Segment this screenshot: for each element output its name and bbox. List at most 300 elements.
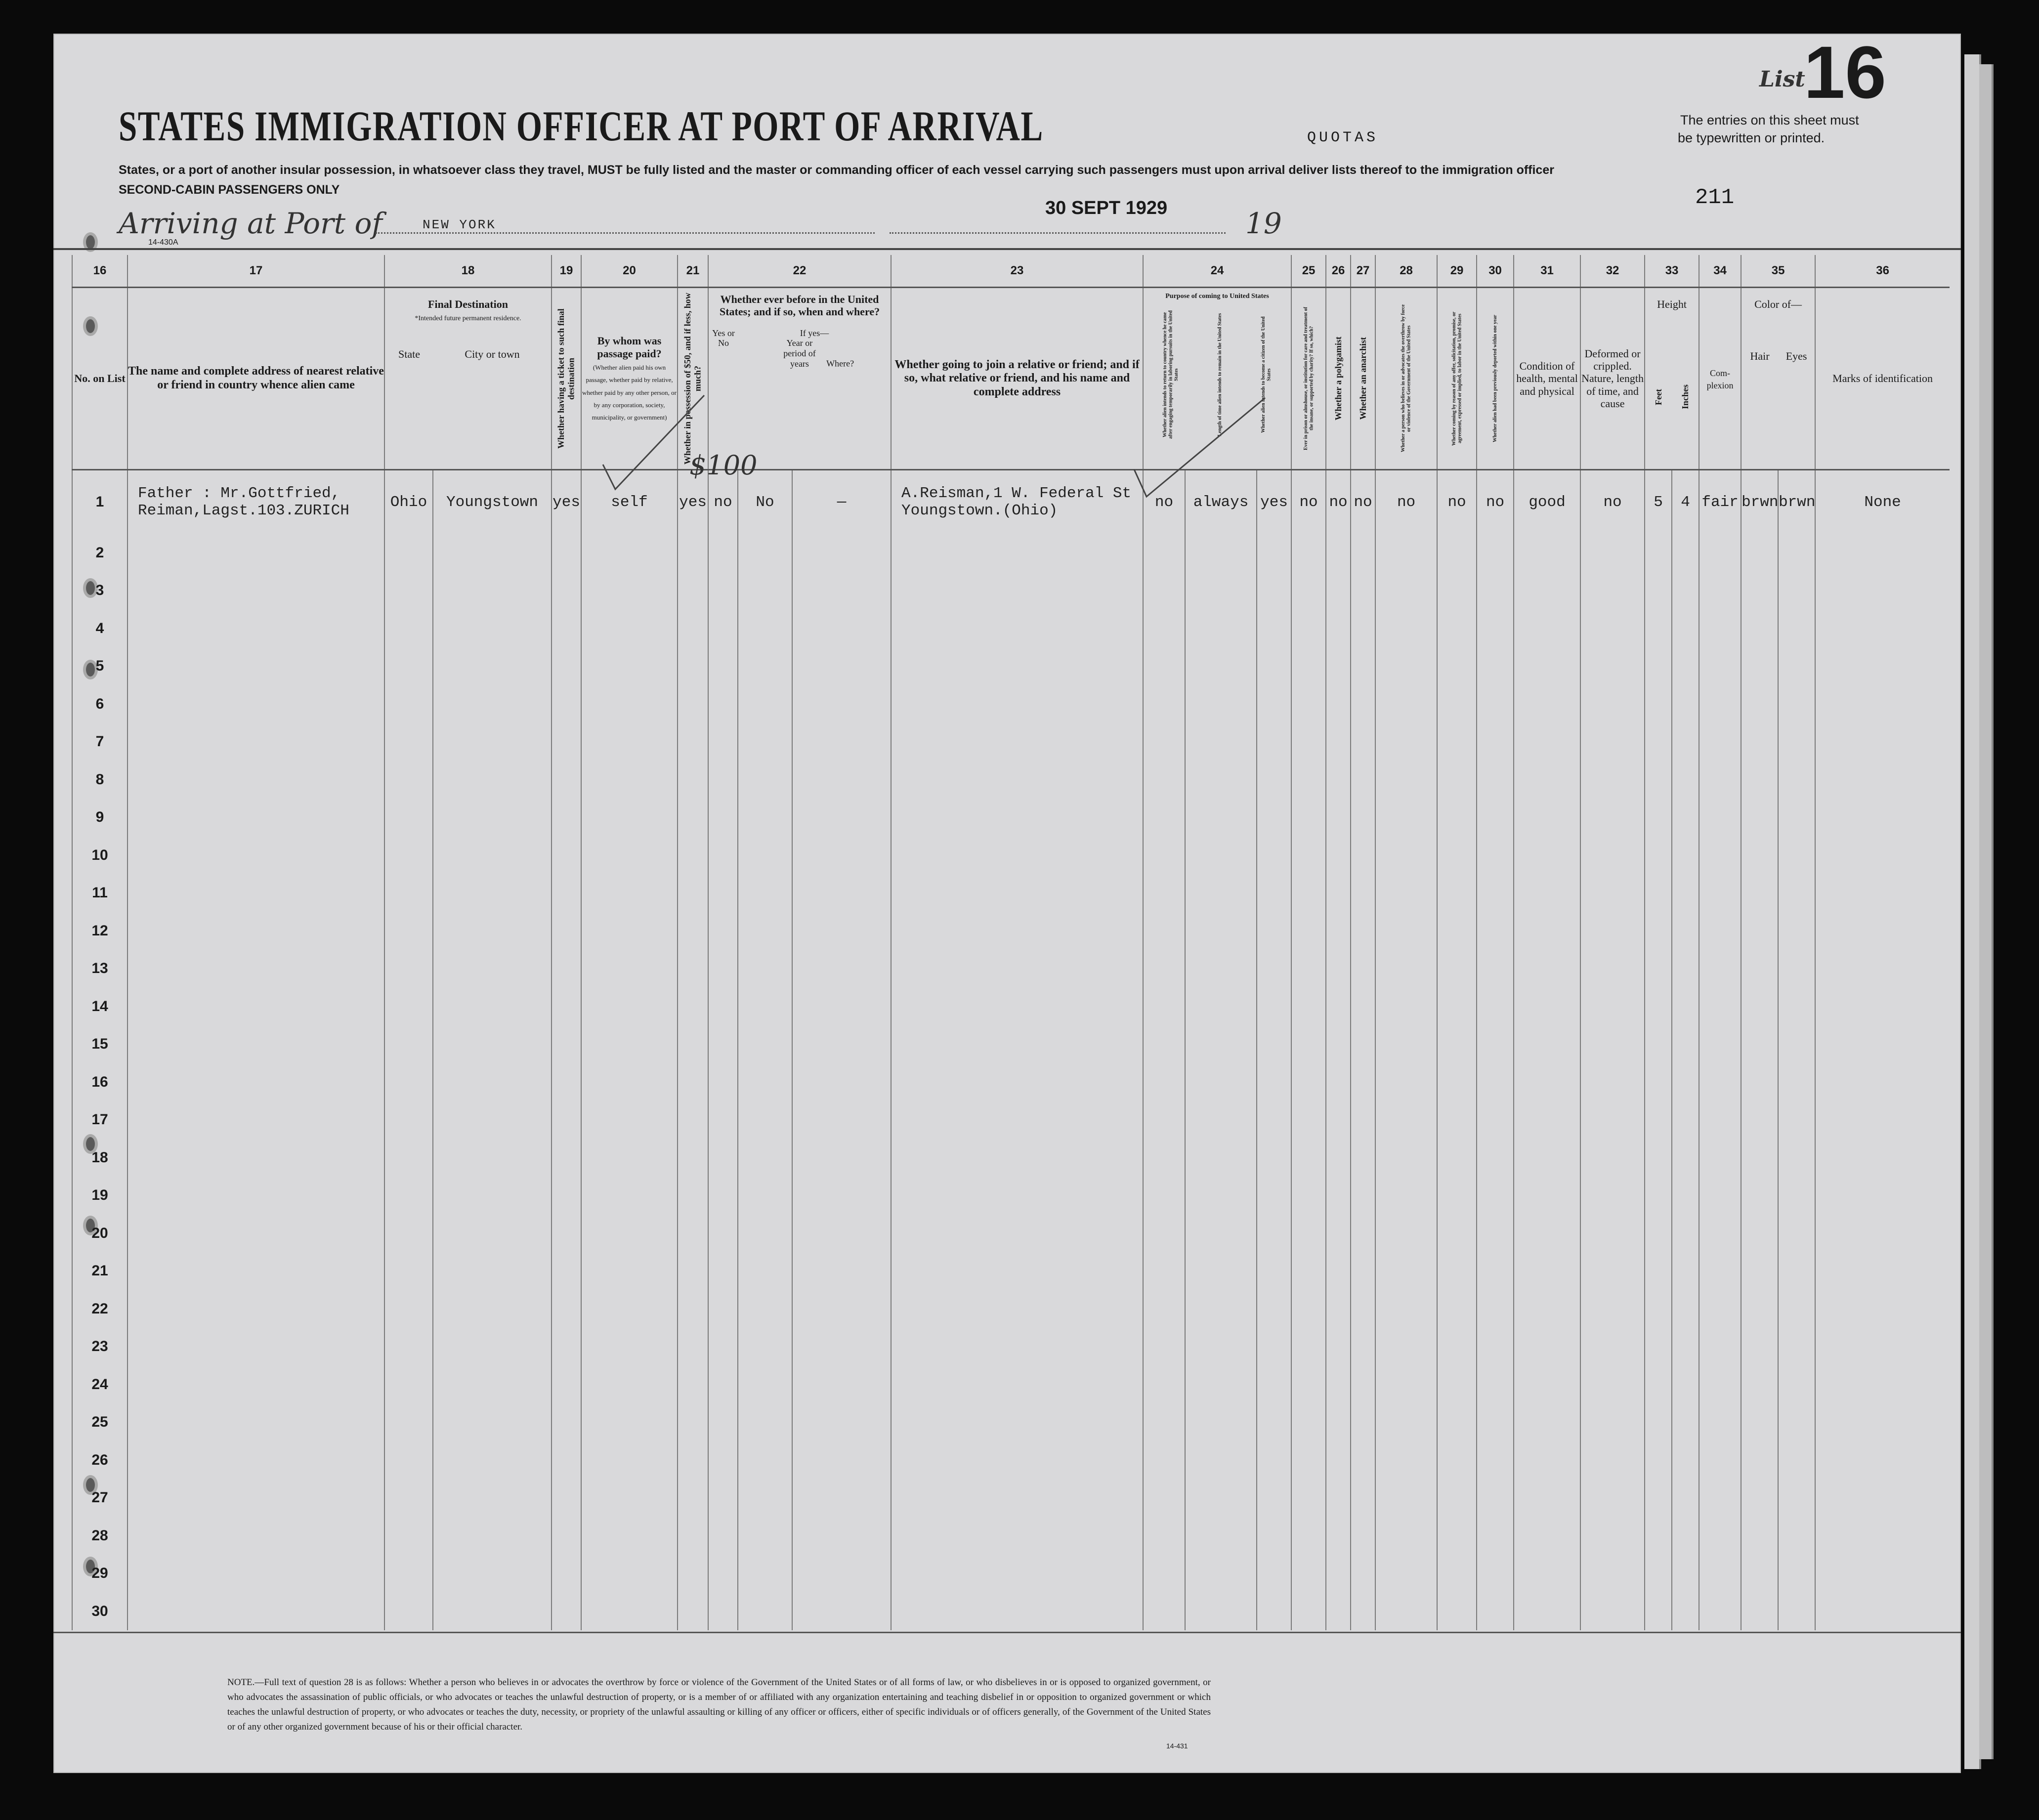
cell-marks — [1815, 647, 1950, 685]
manifest-rows — [72, 470, 1950, 1631]
instruction-text: States, or a port of another insular possession, in whatsoever class they travel, MUST be fully listed and the master or commanding officer of each vessel carrying such passengers must upon arrival deliver lists thereof to the immigration officer — [119, 163, 1554, 177]
cell-length — [1185, 837, 1257, 875]
cell-state — [384, 1593, 433, 1631]
cell-health — [1514, 1215, 1580, 1253]
cell-money — [678, 1177, 708, 1215]
cell-city — [433, 799, 552, 837]
cell-money — [678, 1139, 708, 1177]
row-number: 26 — [72, 1441, 127, 1480]
cell-paid-by — [581, 1517, 678, 1555]
cell-return — [1143, 912, 1185, 950]
cell-citizen — [1257, 1366, 1291, 1404]
cell-ticket — [552, 1479, 581, 1517]
cell-inches — [1672, 1177, 1699, 1215]
cell-join — [891, 610, 1143, 648]
cell-overthrow — [1375, 874, 1437, 912]
cell-anarchist — [1351, 912, 1375, 950]
cell-state — [384, 1252, 433, 1290]
colnum-30: 30 — [1477, 255, 1514, 288]
cell-period — [738, 837, 792, 875]
cell-health — [1514, 685, 1580, 723]
cell-deformed — [1580, 610, 1645, 648]
cell-deformed — [1580, 723, 1645, 761]
cell-citizen — [1257, 988, 1291, 1026]
row-number: 14 — [72, 988, 127, 1026]
cell-hair — [1741, 647, 1778, 685]
cell-citizen — [1257, 1025, 1291, 1063]
cell-paid-by — [581, 874, 678, 912]
cell-return — [1143, 572, 1185, 610]
cell-before-us — [708, 874, 738, 912]
cell-feet — [1645, 1593, 1672, 1631]
cell-prison — [1291, 761, 1326, 799]
cell-join — [891, 1593, 1143, 1631]
cell-ticket — [552, 988, 581, 1026]
cell-offer — [1437, 610, 1477, 648]
cell-eyes — [1778, 1517, 1815, 1555]
cell-eyes — [1778, 1593, 1815, 1631]
cell-before-us — [708, 1215, 738, 1253]
table-row — [72, 685, 1950, 723]
cell-paid-by — [581, 1177, 678, 1215]
cell-polygamist — [1326, 1139, 1351, 1177]
cell-ticket — [552, 1403, 581, 1441]
cell-period — [738, 1593, 792, 1631]
cell-return — [1143, 1555, 1185, 1593]
cell-length — [1185, 1101, 1257, 1139]
cell-hair — [1741, 1290, 1778, 1328]
cell-overthrow — [1375, 988, 1437, 1026]
cell-deformed — [1580, 1139, 1645, 1177]
cell-where — [792, 912, 891, 950]
cell-anarchist — [1351, 1139, 1375, 1177]
cell-before-us — [708, 1593, 738, 1631]
cell-anarchist — [1351, 1479, 1375, 1517]
cell-eyes — [1778, 1063, 1815, 1101]
cell-city — [433, 572, 552, 610]
cell-inches — [1672, 685, 1699, 723]
cell-offer — [1437, 761, 1477, 799]
cell-inches — [1672, 1479, 1699, 1517]
cell-health — [1514, 1479, 1580, 1517]
cell-deported — [1477, 647, 1514, 685]
cell-feet — [1645, 950, 1672, 988]
cell-before-us — [708, 1441, 738, 1480]
cell-city — [433, 1101, 552, 1139]
cell-hair — [1741, 837, 1778, 875]
cell-hair — [1741, 761, 1778, 799]
cell-city — [433, 685, 552, 723]
cell-prison — [1291, 912, 1326, 950]
cell-complexion — [1699, 837, 1741, 875]
cell-prison — [1291, 799, 1326, 837]
cell-prison — [1291, 1403, 1326, 1441]
colnum-22: 22 — [708, 255, 891, 288]
colnum-26: 26 — [1326, 255, 1351, 288]
cell-hair — [1741, 1215, 1778, 1253]
cell-deformed — [1580, 1025, 1645, 1063]
cell-relative — [127, 1328, 384, 1366]
cell-complexion — [1699, 1593, 1741, 1631]
cell-period — [738, 1101, 792, 1139]
cell-eyes — [1778, 647, 1815, 685]
cell-state — [384, 1328, 433, 1366]
cell-hair — [1741, 1366, 1778, 1404]
cell-prison — [1291, 1593, 1326, 1631]
row-number: 24 — [72, 1366, 127, 1404]
cell-deformed — [1580, 1593, 1645, 1631]
cell-prison — [1291, 1366, 1326, 1404]
cell-period — [738, 610, 792, 648]
cell-prison — [1291, 1441, 1326, 1480]
cell-complexion — [1699, 799, 1741, 837]
cell-deformed — [1580, 685, 1645, 723]
cell-return — [1143, 988, 1185, 1026]
cell-where — [792, 1215, 891, 1253]
cell-feet — [1645, 1177, 1672, 1215]
cell-polygamist — [1326, 685, 1351, 723]
cell-return — [1143, 1366, 1185, 1404]
cell-feet — [1645, 610, 1672, 648]
cell-deformed-text: no — [1603, 493, 1622, 511]
header-yes-or-no: Yes or No — [712, 328, 735, 348]
cell-prison-text: no — [1299, 493, 1318, 511]
header-labor-offer: Whether coming by reason of any offer, solicitation, promise, or agreement, expressed or implied, to labor in the United States — [1437, 288, 1477, 470]
cell-citizen — [1257, 799, 1291, 837]
cell-offer — [1437, 1101, 1477, 1139]
cell-deformed — [1580, 572, 1645, 610]
cell-ticket — [552, 1063, 581, 1101]
quotas-label: QUOTAS — [1307, 129, 1379, 146]
cell-relative — [127, 685, 384, 723]
cell-state — [384, 610, 433, 648]
cell-overthrow — [1375, 1517, 1437, 1555]
cell-anarchist — [1351, 1215, 1375, 1253]
header-polygamist: Whether a polygamist — [1326, 288, 1351, 470]
cell-ticket — [552, 874, 581, 912]
cell-health — [1514, 912, 1580, 950]
cell-ticket — [552, 1252, 581, 1290]
cell-period — [738, 1479, 792, 1517]
cell-deformed — [1580, 470, 1645, 534]
cell-return — [1143, 1479, 1185, 1517]
cell-marks — [1815, 1290, 1950, 1328]
cell-ticket — [552, 1441, 581, 1480]
cell-complexion — [1699, 912, 1741, 950]
cell-before-us — [708, 837, 738, 875]
cell-relative — [127, 1215, 384, 1253]
cell-deported — [1477, 723, 1514, 761]
cell-polygamist — [1326, 988, 1351, 1026]
cell-length — [1185, 1593, 1257, 1631]
cell-health — [1514, 572, 1580, 610]
cell-deformed — [1580, 1215, 1645, 1253]
cell-eyes — [1778, 874, 1815, 912]
cell-paid-by — [581, 534, 678, 572]
date-stamp: 30 SEPT 1929 — [1045, 198, 1168, 218]
cell-ticket — [552, 799, 581, 837]
cell-deported — [1477, 1139, 1514, 1177]
cell-ticket — [552, 1025, 581, 1063]
cell-deformed — [1580, 1366, 1645, 1404]
cell-state — [384, 1403, 433, 1441]
cell-length — [1185, 1290, 1257, 1328]
colnum-18: 18 — [384, 255, 552, 288]
cell-deported — [1477, 1366, 1514, 1404]
cell-paid-by — [581, 1252, 678, 1290]
cell-polygamist — [1326, 1177, 1351, 1215]
cell-inches — [1672, 723, 1699, 761]
cell-join — [891, 1479, 1143, 1517]
cell-deformed — [1580, 1290, 1645, 1328]
cell-inches — [1672, 647, 1699, 685]
cell-deported-text: no — [1486, 493, 1505, 511]
cell-inches — [1672, 912, 1699, 950]
cell-eyes — [1778, 912, 1815, 950]
cell-money — [678, 610, 708, 648]
cell-offer — [1437, 1290, 1477, 1328]
cell-state — [384, 1063, 433, 1101]
cell-paid-by — [581, 572, 678, 610]
header-no-on-list: No. on List — [72, 288, 127, 470]
cell-marks — [1815, 1063, 1950, 1101]
cell-hair — [1741, 799, 1778, 837]
cell-inches — [1672, 534, 1699, 572]
cell-period — [738, 874, 792, 912]
cell-offer — [1437, 1441, 1477, 1480]
cell-ticket — [552, 685, 581, 723]
cell-length — [1185, 1139, 1257, 1177]
colnum-21: 21 — [678, 255, 708, 288]
cell-paid-by — [581, 1290, 678, 1328]
colnum-31: 31 — [1514, 255, 1580, 288]
table-row — [72, 1101, 1950, 1139]
colnum-20: 20 — [581, 255, 678, 288]
cell-complexion — [1699, 647, 1741, 685]
cell-deformed — [1580, 950, 1645, 988]
cell-length — [1185, 1555, 1257, 1593]
table-row — [72, 950, 1950, 988]
cell-deformed — [1580, 1328, 1645, 1366]
cell-city — [433, 1366, 552, 1404]
cell-where — [792, 1517, 891, 1555]
cell-join — [891, 1555, 1143, 1593]
cell-relative — [127, 1252, 384, 1290]
cell-inches — [1672, 874, 1699, 912]
table-row — [72, 572, 1950, 610]
cabin-class: SECOND-CABIN PASSENGERS ONLY — [119, 183, 340, 197]
cell-citizen — [1257, 1252, 1291, 1290]
cell-return — [1143, 685, 1185, 723]
cell-feet — [1645, 874, 1672, 912]
cell-length — [1185, 723, 1257, 761]
cell-marks — [1815, 1177, 1950, 1215]
cell-length — [1185, 1025, 1257, 1063]
cell-complexion — [1699, 1403, 1741, 1441]
cell-deported — [1477, 610, 1514, 648]
cell-deformed — [1580, 761, 1645, 799]
cell-join — [891, 837, 1143, 875]
cell-health — [1514, 988, 1580, 1026]
cell-state — [384, 761, 433, 799]
cell-offer — [1437, 1215, 1477, 1253]
cell-length — [1185, 874, 1257, 912]
cell-relative — [127, 874, 384, 912]
cell-money-text: yes — [679, 493, 707, 511]
cell-polygamist — [1326, 1593, 1351, 1631]
cell-period — [738, 799, 792, 837]
cell-polygamist — [1326, 1517, 1351, 1555]
cell-return — [1143, 1517, 1185, 1555]
table-row — [72, 1366, 1950, 1404]
cell-city — [433, 988, 552, 1026]
cell-prison — [1291, 685, 1326, 723]
cell-deformed — [1580, 799, 1645, 837]
cell-where — [792, 1101, 891, 1139]
cell-anarchist — [1351, 761, 1375, 799]
cell-marks — [1815, 723, 1950, 761]
cell-city — [433, 1328, 552, 1366]
typewritten-note-1: The entries on this sheet must — [1680, 113, 1859, 127]
cell-eyes — [1778, 1479, 1815, 1517]
cell-paid-by — [581, 1479, 678, 1517]
table-row — [72, 534, 1950, 572]
table-row — [72, 1063, 1950, 1101]
column-number-row — [72, 255, 1950, 288]
cell-hair — [1741, 1328, 1778, 1366]
cell-polygamist — [1326, 1025, 1351, 1063]
cell-overthrow — [1375, 610, 1437, 648]
footer-rule — [53, 1632, 1961, 1633]
cell-length — [1185, 685, 1257, 723]
cell-complexion — [1699, 534, 1741, 572]
cell-anarchist — [1351, 1063, 1375, 1101]
cell-offer — [1437, 1025, 1477, 1063]
cell-relative — [127, 470, 384, 534]
cell-citizen-text: yes — [1260, 493, 1288, 511]
cell-hair — [1741, 470, 1778, 534]
table-row — [72, 1441, 1950, 1480]
cell-overthrow — [1375, 1403, 1437, 1441]
cell-money — [678, 1479, 708, 1517]
cell-prison — [1291, 723, 1326, 761]
cell-hair — [1741, 1063, 1778, 1101]
cell-join — [891, 572, 1143, 610]
cell-period — [738, 572, 792, 610]
row-number: 1 — [72, 470, 127, 534]
header-intends-citizen: Whether alien intends to become a citizen of the United States — [1260, 316, 1272, 433]
row-number: 28 — [72, 1517, 127, 1555]
cell-prison — [1291, 572, 1326, 610]
cell-length — [1185, 1479, 1257, 1517]
cell-health — [1514, 1025, 1580, 1063]
cell-return — [1143, 799, 1185, 837]
cell-where-text: — — [837, 493, 847, 511]
cell-marks — [1815, 1441, 1950, 1480]
port-name: NEW YORK — [423, 217, 496, 232]
cell-prison — [1291, 470, 1326, 534]
cell-ticket — [552, 1593, 581, 1631]
cell-state — [384, 912, 433, 950]
cell-health — [1514, 610, 1580, 648]
cell-inches — [1672, 761, 1699, 799]
header-money: Whether in possession of $50, and if less, how much? — [678, 288, 708, 470]
cell-overthrow — [1375, 1328, 1437, 1366]
cell-where — [792, 1139, 891, 1177]
cell-overthrow — [1375, 1555, 1437, 1593]
row-number: 15 — [72, 1025, 127, 1063]
cell-offer — [1437, 1252, 1477, 1290]
cell-paid-by — [581, 1101, 678, 1139]
colnum-16: 16 — [72, 255, 127, 288]
cell-money — [678, 1593, 708, 1631]
cell-length — [1185, 647, 1257, 685]
cell-health — [1514, 1403, 1580, 1441]
check-mark — [1132, 395, 1270, 504]
cell-ticket — [552, 1215, 581, 1253]
cell-marks — [1815, 685, 1950, 723]
cell-feet — [1645, 988, 1672, 1026]
cell-complexion — [1699, 761, 1741, 799]
cell-ticket-text: yes — [552, 493, 580, 511]
cell-health — [1514, 470, 1580, 534]
cell-city — [433, 1403, 552, 1441]
cell-period — [738, 1063, 792, 1101]
cell-inches — [1672, 1215, 1699, 1253]
cell-join — [891, 1366, 1143, 1404]
cell-state — [384, 1290, 433, 1328]
cell-before-us — [708, 988, 738, 1026]
cell-polygamist — [1326, 647, 1351, 685]
cell-inches — [1672, 572, 1699, 610]
cell-where — [792, 534, 891, 572]
cell-deformed — [1580, 1063, 1645, 1101]
cell-state — [384, 1025, 433, 1063]
cell-paid-by — [581, 950, 678, 988]
cell-deformed — [1580, 837, 1645, 875]
cell-return — [1143, 647, 1185, 685]
cell-eyes — [1778, 1441, 1815, 1480]
cell-citizen — [1257, 1593, 1291, 1631]
cell-prison — [1291, 988, 1326, 1026]
row-number: 30 — [72, 1593, 127, 1631]
cell-feet — [1645, 647, 1672, 685]
cell-join — [891, 1517, 1143, 1555]
cell-period-text: No — [756, 493, 774, 511]
table-row — [72, 1290, 1950, 1328]
cell-money — [678, 799, 708, 837]
cell-eyes — [1778, 837, 1815, 875]
cell-deported — [1477, 837, 1514, 875]
cell-period — [738, 761, 792, 799]
cell-offer — [1437, 1063, 1477, 1101]
cell-inches — [1672, 799, 1699, 837]
cell-polygamist — [1326, 1555, 1351, 1593]
cell-eyes — [1778, 685, 1815, 723]
cell-overthrow — [1375, 761, 1437, 799]
cell-eyes — [1778, 1139, 1815, 1177]
cell-complexion — [1699, 572, 1741, 610]
cell-join — [891, 950, 1143, 988]
cell-before-us — [708, 1063, 738, 1101]
cell-complexion — [1699, 1517, 1741, 1555]
cell-join — [891, 799, 1143, 837]
cell-citizen — [1257, 950, 1291, 988]
cell-money — [678, 874, 708, 912]
cell-feet — [1645, 685, 1672, 723]
cell-join — [891, 470, 1143, 534]
cell-relative — [127, 1593, 384, 1631]
